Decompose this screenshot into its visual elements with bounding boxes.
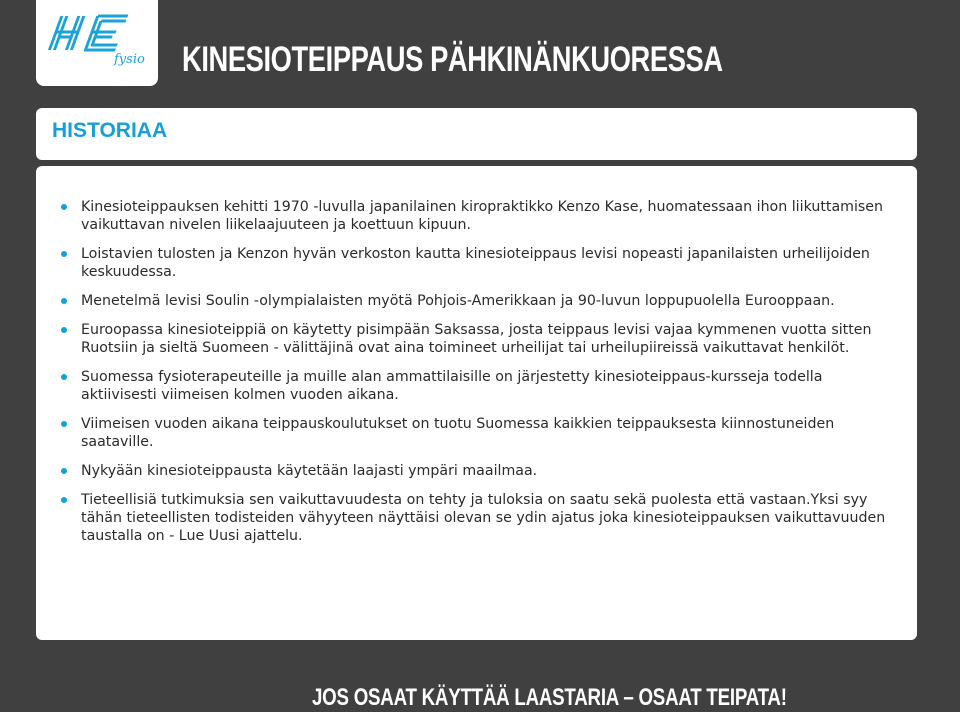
bullet-dot-icon [61, 327, 67, 333]
list-item-text: Viimeisen vuoden aikana teippauskoulutukset on tuotu Suomessa kaikkien teippauksesta kiinnostuneiden saataville. [81, 416, 835, 450]
logo-subtext: fysio [114, 52, 145, 67]
list-item [58, 292, 898, 310]
list-item-text: Nykyään kinesioteippausta käytetään laajasti ympäri maailmaa. [81, 463, 538, 479]
list-item-text: Loistavien tulosten ja Kenzon hyvän verkoston kautta kinesioteippaus levisi nopeasti japanilaisten urheilijoiden keskuudessa. [81, 246, 870, 280]
list-item [58, 462, 898, 480]
bullet-dot-icon [61, 204, 67, 210]
list-item-text: Kinesioteippauksen kehitti 1970 -luvulla japanilainen kiropraktikko Kenzo Kase, huomatessaan ihon liikuttamisen vaikuttavan nivelen liikelaajuuteen ja koettuun kipuun. [81, 199, 884, 233]
list-item-text: Tieteellisiä tutkimuksia sen vaikuttavuudesta on tehty ja tuloksia on saatu sekä puolesta että vastaan.Yksi syy tähän tieteellisten todisteiden vähyyteen näyttäisi olevan se ydin ajatus joka kinesioteippauksen vaikuttavuuden taustalla on - Lue Uusi ajattelu. [81, 492, 886, 544]
list-item-text: Menetelmä levisi Soulin -olympialaisten myötä Pohjois-Amerikkaan ja 90-luvun loppupuolella Eurooppaan. [81, 293, 835, 309]
bullet-list [58, 198, 898, 556]
content-card [36, 166, 917, 640]
he-fysio-logo-icon [42, 10, 152, 58]
list-item [58, 245, 898, 281]
list-item [58, 415, 898, 451]
bullet-dot-icon [61, 468, 67, 474]
list-item [58, 198, 898, 234]
section-title: HISTORIAA [52, 119, 168, 142]
list-item [58, 368, 898, 404]
bullet-dot-icon [61, 421, 67, 427]
bullet-dot-icon [61, 298, 67, 304]
page-title: KINESIOTEIPPAUS PÄHKINÄNKUORESSA [182, 40, 723, 79]
list-item [58, 321, 898, 357]
bullet-dot-icon [61, 497, 67, 503]
section-header [36, 108, 917, 160]
footer-slogan: JOS OSAAT KÄYTTÄÄ LAASTARIA – OSAAT TEIPATA! [312, 684, 787, 711]
bullet-dot-icon [61, 251, 67, 257]
list-item [58, 491, 898, 545]
logo [36, 0, 158, 86]
list-item-text: Euroopassa kinesioteippiä on käytetty pisimpään Saksassa, josta teippaus levisi vajaa kymmenen vuotta sitten Ruotsiin ja sieltä Suomeen - välittäjinä ovat aina toimineet urheilijat tai urheilupiireissä vaikuttavat henkilöt. [81, 322, 872, 356]
bullet-dot-icon [61, 374, 67, 380]
list-item-text: Suomessa fysioterapeuteille ja muille alan ammattilaisille on järjestetty kinesioteippaus-kursseja todella aktiivisesti viimeisen kolmen vuoden aikana. [81, 369, 823, 403]
